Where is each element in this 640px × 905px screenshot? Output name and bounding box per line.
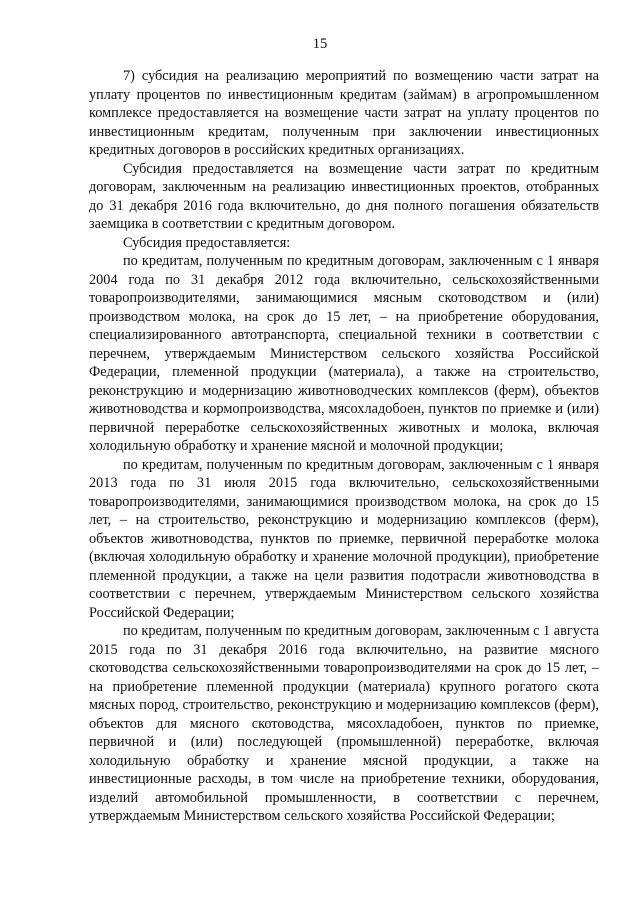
paragraph-credits-2015-2016: по кредитам, полученным по кредитным договорам, заключенным с 1 августа 2015 года по 31 декабря 2016 года включительно, на развитие мясного скотоводства сельскохозяйственными товаропроизводителями на срок до 15 лет, – на приобретение племенной продукции (материала) крупного рогатого скота мясных пород, строительство, реконструкцию и модернизацию комплексов (ферм), объектов для мясного скотоводства, мясохладобоен, пунктов по приемке, первичной и (или) последующей (промышленной) переработке, включая холодильную обработку и хранение мясной продукции, а также на инвестиционные расходы, в том числе на приобретение техники, оборудования, изделий автомобильной промышленности, в соответствии с перечнем, утверждаемым Министерством сельского хозяйства Российской Федерации;	[89, 623, 599, 824]
document-body	[89, 67, 599, 826]
paragraph-credits-2013-2015: по кредитам, полученным по кредитным договорам, заключенным с 1 января 2013 года по 31 июля 2015 года включительно, сельскохозяйственными товаропроизводителями, занимающимися производством молока, на срок до 15 лет, – на строительство, реконструкцию и модернизацию комплексов (ферм), объектов животноводства, пунктов по приемке, первичной переработке молока (включая холодильную обработку и хранение молочной продукции), приобретение племенной продукции, а также на цели развития подотрасли животноводства в соответствии с перечнем, утверждаемым Министерством сельского хозяйства Российской Федерации;	[89, 456, 599, 621]
paragraph-subsidy-provided: Субсидия предоставляется:	[123, 234, 291, 251]
paragraph-credits-2004-2012: по кредитам, полученным по кредитным договорам, заключенным с 1 января 2004 года по 31 декабря 2012 года включительно, сельскохозяйственными товаропроизводителями, занимающимися мясным скотоводством и (или) производством молока, на срок до 15 лет, – на приобретение оборудования, специализированного автотранспорта, специальной техники в соответствии с перечнем, утверждаемым Министерством сельского хозяйства Российской Федерации, племенной продукции (материала), а также на строительство, реконструкцию и модернизацию животноводческих комплексов (ферм), объектов животноводства и кормопроизводства, мясохладобоен, пунктов по приемке и (или) первичной переработке сельскохозяйственных животных и молока, включая холодильную обработку и хранение мясной и молочной продукции;	[89, 253, 599, 454]
paragraph-item-7-subsidy: 7) субсидия на реализацию мероприятий по возмещению части затрат на уплату процентов по инвестиционным кредитам (займам) в агропромышленном комплексе предоставляется на возмещение части затрат на уплату процентов по инвестиционным кредитам, полученным при заключении инвестиционных кредитных договоров в российских кредитных организациях.	[89, 68, 599, 158]
paragraph-subsidy-purpose: Субсидия предоставляется на возмещение части затрат по кредитным договорам, заключенным на реализацию инвестиционных проектов, отобранных до 31 декабря 2016 года включительно, до дня полного погашения обязательств заемщика в соответствии с кредитным договором.	[89, 160, 599, 232]
page-number: 15	[312, 36, 328, 52]
